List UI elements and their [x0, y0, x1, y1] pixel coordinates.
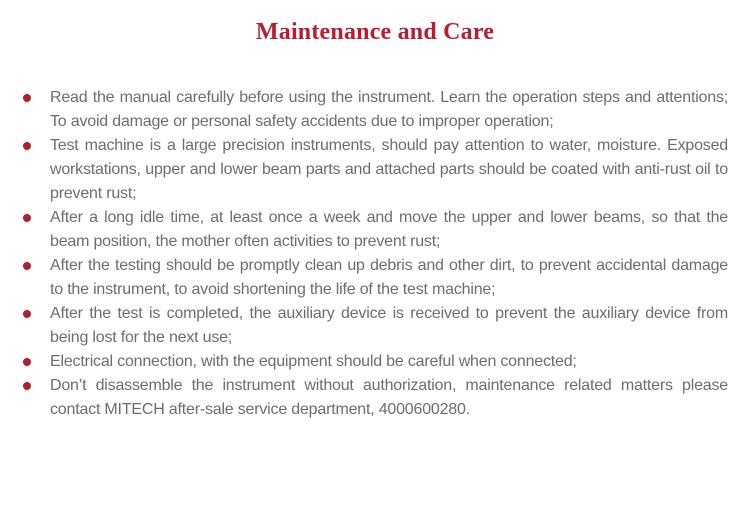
- list-item-text: Read the manual carefully before using the instrument. Learn the operation steps and attentions; To avoid damage or personal safety accidents due to improper operation;: [50, 89, 728, 130]
- list-item: [22, 134, 728, 206]
- list-item: [22, 86, 728, 134]
- list-item-text: After the test is completed, the auxiliary device is received to prevent the auxiliary device from being lost for the next use;: [50, 305, 728, 346]
- bullet-icon: [23, 358, 31, 366]
- list-item-text: Don’t disassemble the instrument without authorization, maintenance related matters please contact MITECH after-sale service department, 4000600280.: [50, 377, 728, 418]
- list-item-text: After a long idle time, at least once a week and move the upper and lower beams, so that the beam position, the mother often activities to prevent rust;: [50, 209, 728, 250]
- list-item: [22, 206, 728, 254]
- list-item: [22, 254, 728, 302]
- bullet-icon: [23, 142, 31, 150]
- maintenance-list: [22, 86, 728, 422]
- page-title: Maintenance and Care: [255, 19, 495, 45]
- bullet-icon: [23, 214, 31, 222]
- bullet-icon: [23, 382, 31, 390]
- document-page: [0, 17, 750, 516]
- list-item-text: Test machine is a large precision instruments, should pay attention to water, moisture. Exposed workstations, upper and lower beam parts and attached parts should be coated with anti-rust oil to prevent rust;: [50, 137, 728, 202]
- bullet-icon: [23, 262, 31, 270]
- list-item: [22, 302, 728, 350]
- list-item-text: Electrical connection, with the equipment should be careful when connected;: [50, 353, 577, 370]
- bullet-icon: [23, 94, 31, 102]
- list-item: [22, 374, 728, 422]
- list-item: [22, 350, 728, 374]
- list-item-text: After the testing should be promptly clean up debris and other dirt, to prevent accidental damage to the instrument, to avoid shortening the life of the test machine;: [50, 257, 728, 298]
- bullet-icon: [23, 310, 31, 318]
